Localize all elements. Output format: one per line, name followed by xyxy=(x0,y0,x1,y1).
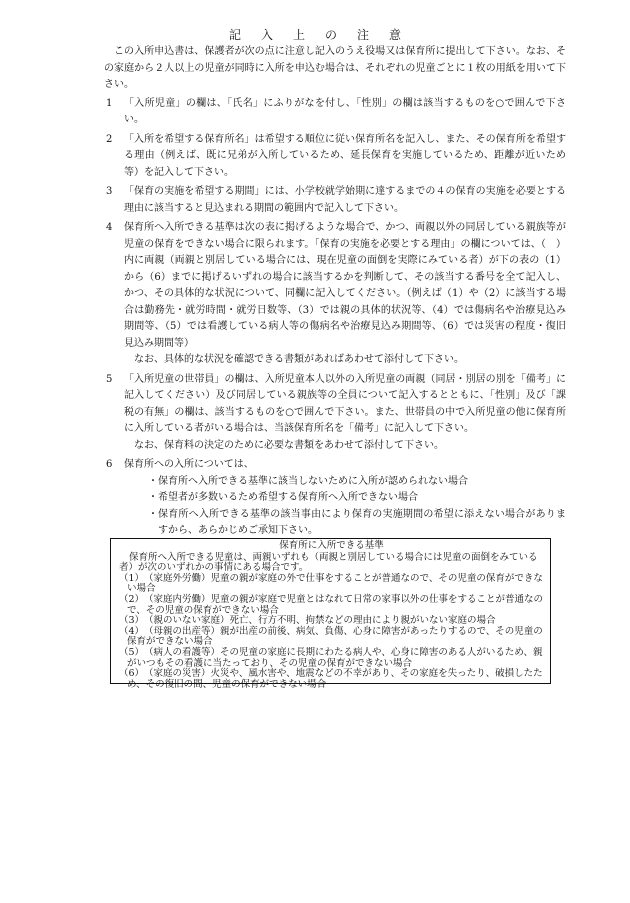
item-number: 3 xyxy=(106,186,113,197)
bullet-item: ・ 希望者が多数いるため希望する保育所へ入所できない場合 xyxy=(148,490,566,507)
item-number: 5 xyxy=(106,373,113,385)
item-text: 「入所を希望する保育所名」は希望する順位に従い保育所名を記入し、また、その保育所を希望する理由（例えば、既に兄弟が入所しているため、延長保育を実施しているため、距離が近いため等）を記入して下さい。 xyxy=(124,133,566,178)
instruction-item-3 xyxy=(104,184,566,217)
item-number: 6 xyxy=(106,459,113,470)
criteria-item: （1） （家庭外労働）児童の親が家庭の外で仕事をすることが普通なので、その児童の保育ができない場合 xyxy=(119,572,543,595)
instruction-item-2 xyxy=(104,132,566,182)
item-text: 「保育の実施を希望する期間」には、小学校就学始期に達するまでの４の保育の実施を必要とする理由に該当すると見込まれる期間の範囲内で記入して下さい。 xyxy=(124,186,566,214)
box-intro: 保育所へ入所できる児童は、両親いずれも（両親と別居している場合には児童の面倒をみている者）が次のいずれかの事情にある場合です。 xyxy=(119,551,538,574)
criteria-item: （5） （病人の看護等）その児童の家庭に長期にわたる病人や、心身に障害のある人がいるため、親がいつもその看護に当たっており、その児童の保育ができない場合 xyxy=(119,646,543,669)
bullet-item: ・ 保育所へ入所できる基準に該当しないために入所が認められない場合 xyxy=(148,474,566,491)
criteria-item: （3） （親のいない家庭）死亡、行方不明、拘禁などの理由により親がいない家庭の場合 xyxy=(119,615,496,627)
instruction-item-6 xyxy=(104,457,566,540)
instruction-item-5 xyxy=(104,372,566,455)
instruction-item-4 xyxy=(104,220,566,369)
bullet-list xyxy=(124,474,566,540)
instruction-item-1 xyxy=(104,96,566,129)
box-title: 保育所に入所できる基準 xyxy=(279,540,384,551)
criteria-item: （4） （母親の出産等）親が出産の前後、病気、負傷、心身に障害があったりするので、その児童の保育ができない場合 xyxy=(119,625,543,648)
item-number: 1 xyxy=(106,97,113,109)
item-number: 2 xyxy=(106,133,113,145)
item-text: 「入所児童の世帯員」の欄は、入所児童本人以外の入所児童の両親（同居・別居の別を「備考」に記入してください）及び同居している親族等の全員について記入するとともに、「性別」及び「課税の有無」の欄は、該当するものを○で囲んで下さい。また、世帯員の中で入所児童の他に保育所に入所している者がいる場合は、当該保育所名を「備考」に記入して下さい。 xyxy=(124,373,566,434)
item-text: 保育所への入所については、 xyxy=(124,459,254,470)
criteria-list xyxy=(119,574,544,691)
bullet-item: ・ 保育所へ入所できる基準の該当事由により保育の実施期間の希望に添えない場合がありますから、あらかじめご承知下さい。 xyxy=(148,507,566,540)
criteria-item: （6） （家庭の災害）火災や、風水害や、地震などの不幸があり、その家庭を失ったり、破損したため、その復旧の間、児童の保育ができない場合 xyxy=(119,668,543,690)
item-number: 4 xyxy=(106,222,113,233)
item-note: なお、保育料の決定のために必要な書類をあわせて添付して下さい。 xyxy=(134,439,444,451)
criteria-item: （2） （家庭内労働）児童の親が家庭で児童とはなれて日常の家事以外の仕事をすることが普通なので、その児童の保育ができない場合 xyxy=(119,593,544,616)
admission-criteria-box xyxy=(110,538,551,690)
instructions-body xyxy=(104,44,566,543)
item-text: 保育所へ入所できる基準は次の表に掲げるような場合で、かつ、両親以外の同居している親族等が児童の保育をできない場合に限られます。「保育の実施を必要とする理由」の欄については、（ ）内に両親（両親と別居している場合には、現在児童の面倒を実際にみている者）が下の表の（1）から（6）までに掲げるいずれの場合に該当するかを判断して、その該当する番号を全て記入し、かつ、その具体的な状況について、同欄に記入してください。（例えば（1）や（2）に該当する場合は勤務先・就労時間・就労日数等、（3）では親の具体的状況等、（4）では傷病名や治療見込み期間等、（5）では看護している病人等の傷病名や治療見込み期間等、（6）では災害の程度・復旧見込み期間等） xyxy=(124,222,566,349)
item-text: 「入所児童」の欄は、「氏名」にふりがなを付し、「性別」の欄は該当するものを○で囲んで下さい。 xyxy=(124,97,566,125)
intro-paragraph: この入所申込書は、保護者が次の点に注意し記入のうえ役場又は保育所に提出して下さい。なお、その家庭から２人以上の児童が同時に入所を申込む場合は、それぞれの児童ごとに１枚の用紙を用いて下さい。 xyxy=(104,46,566,90)
page-title: 記入上の注意 xyxy=(228,28,421,42)
item-note: なお、具体的な状況を確認できる書類があればあわせて添付して下さい。 xyxy=(134,354,464,365)
